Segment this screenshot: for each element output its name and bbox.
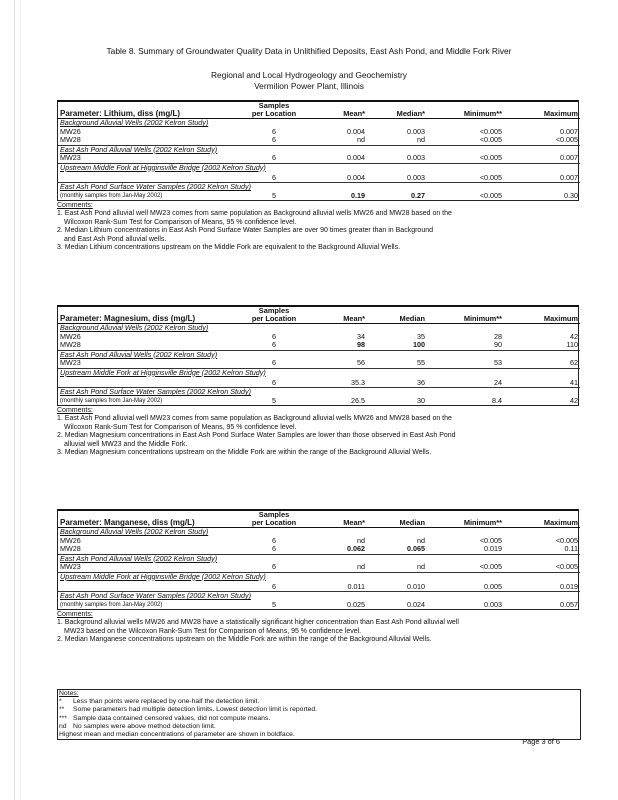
magnesium-table: [58, 307, 580, 405]
table-row: (monthly samples from Jan-May 2002) 5 0.19 0.27 <0.005 0.30: [60, 191, 578, 200]
parameter-label: Parameter: Manganese, diss (mg/L): [58, 511, 241, 528]
table-title: Table 8. Summary of Groundwater Quality Data in Unlithified Deposits, East Ash Pond, and Middle Fork River: [106, 46, 512, 56]
group-row: Background Alluvial Wells (2002 Kelron Study): [60, 323, 209, 332]
group-row: Upstream Middle Fork at Higginsville Bridge (2002 Kelron Study): [60, 163, 266, 172]
group-row: Background Alluvial Wells (2002 Kelron Study): [60, 118, 209, 127]
table-row: MW26 6 34 35 28 42: [60, 332, 578, 341]
magnesium-section: [57, 305, 579, 457]
maximum-header: Maximum: [504, 102, 580, 119]
group-row: East Ash Pond Surface Water Samples (2002 Kelron Study): [60, 591, 251, 600]
table-row: 6 0.004 0.003 <0.005 0.007: [58, 172, 580, 183]
maximum-header: Maximum: [504, 511, 580, 528]
group-row: East Ash Pond Alluvial Wells (2002 Kelron Study): [60, 145, 218, 154]
table-row: MW28 6 98 100 90 110: [60, 341, 578, 349]
note-item: *** Sample data contained censored values, did not compute means.: [59, 714, 271, 722]
lithium-comments: Comments: 1. East Ash Pond alluvial well MW23 comes from same population as Background alluvial wells MW26 and MW28 based on the Wilcoxon Rank-Sum Test for Comparison of Means, 95 % confidence level. 2. Median Lithium concentrations in East Ash Pond Surface Water Samples are over 90 times greater than in Background and East Ash Pond alluvial wells. 3. Median Lithium concentrations upstream on the Middle Fork are equivalent to the Background Alluvial Wells.: [57, 202, 579, 252]
scan-edge-line: [20, 0, 21, 800]
note-item: Highest mean and median concentrations of parameter are shown in boldface.: [59, 731, 295, 739]
samples-header: Samples per Location: [241, 102, 307, 119]
table-header-row: [58, 307, 580, 324]
note-item: nd No samples were above method detection limit.: [59, 722, 216, 730]
table-row: (monthly samples from Jan-May 2002) 5 0.025 0.024 0.003 0.057: [60, 600, 578, 609]
table-row: (monthly samples from Jan-May 2002) 5 26.5 30 8.4 42: [60, 396, 578, 405]
table-row: MW23 6 56 55 53 62: [60, 359, 578, 367]
minimum-header: Minimum**: [427, 511, 504, 528]
group-row: East Ash Pond Alluvial Wells (2002 Kelron Study): [60, 554, 218, 563]
parameter-label: Parameter: Magnesium, diss (mg/L): [58, 307, 241, 324]
group-row: East Ash Pond Alluvial Wells (2002 Kelron Study): [60, 350, 218, 359]
notes-label: Notes:: [59, 690, 79, 697]
minimum-header: Minimum**: [427, 102, 504, 119]
table-row: MW28 6 nd nd <0.005 <0.005: [60, 136, 578, 144]
median-header: Median: [367, 307, 427, 324]
table-row: 6 35.3 36 24 41: [58, 377, 580, 388]
table-row: 6 0.011 0.010 0.005 0.019: [58, 581, 580, 592]
table-row: MW26 6 nd nd <0.005 <0.005: [60, 536, 578, 545]
manganese-section: [57, 509, 579, 645]
lithium-section: [57, 100, 579, 252]
group-row: Background Alluvial Wells (2002 Kelron Study): [60, 527, 209, 536]
manganese-comments: Comments: 1. Background alluvial wells MW26 and MW28 have a statistically significant higher concentration than East Ash Pond alluvial well MW23 based on the Wilcoxon Rank-Sum Test for Comparison of Means, 95 % confidence level. 2. Median Manganese concentrations upstream on the Middle Fork are within the range of the Background Alluvial Wells.: [57, 611, 579, 645]
comments-label: Comments:: [57, 202, 93, 209]
minimum-header: Minimum**: [427, 307, 504, 324]
table-row: MW23 6 nd nd <0.005 <0.005: [60, 563, 578, 571]
samples-header: Samples per Location: [241, 307, 307, 324]
table-header-row: [58, 511, 580, 528]
table-header-row: [58, 102, 580, 119]
scan-edge-line: [14, 0, 15, 800]
subtitle-line-2: Vermilion Power Plant, Illinois: [254, 81, 364, 91]
mean-header: Mean*: [307, 307, 367, 324]
subtitle-line-1: Regional and Local Hydrogeology and Geochemistry: [211, 70, 407, 80]
maximum-header: Maximum: [504, 307, 580, 324]
manganese-table: [58, 511, 580, 609]
mean-header: Mean*: [307, 102, 367, 119]
group-row: East Ash Pond Surface Water Samples (2002 Kelron Study): [60, 182, 251, 191]
manganese-table-box: [57, 509, 579, 610]
parameter-label: Parameter: Lithium, diss (mg/L): [58, 102, 241, 119]
table-row: MW28 6 0.062 0.065 0.019 0.11: [60, 545, 578, 553]
magnesium-comments: Comments: 1. East Ash Pond alluvial well MW23 comes from same population as Background alluvial wells MW26 and MW28 based on the Wilcoxon Rank-Sum Test for Comparison of Means, 95 % confidence level. 2. Median Magnesium concentrations in East Ash Pond Surface Water Samples are lower than those observed in East Ash Pond alluvial well MW23 and the Middle Fork. 3. Median Magnesium concentrations upstream on the Middle Fork are within the range of the Background Alluvial Wells.: [57, 407, 579, 457]
samples-header: Samples per Location: [241, 511, 307, 528]
magnesium-table-box: [57, 305, 579, 406]
table-row: MW26 6 0.004 0.003 <0.005 0.007: [60, 127, 578, 136]
table-subtitle: [0, 70, 618, 92]
lithium-table: [58, 102, 580, 200]
notes-box: [57, 689, 581, 740]
group-row: Upstream Middle Fork at Higginsville Bridge (2002 Kelron Study): [60, 368, 266, 377]
page-number: Page 3 of 6: [522, 737, 560, 746]
lithium-table-box: [57, 100, 579, 201]
note-item: ** Some parameters had multiple detection limits. Lowest detection limit is reported.: [59, 706, 318, 714]
median-header: Median: [367, 511, 427, 528]
group-row: Upstream Middle Fork at Higginsville Bridge (2002 Kelron Study): [60, 572, 266, 581]
note-item: * Less than points were replaced by one-half the detection limit.: [59, 698, 260, 706]
comments-label: Comments:: [57, 407, 93, 414]
group-row: East Ash Pond Surface Water Samples (2002 Kelron Study): [60, 387, 251, 396]
median-header: Median*: [367, 102, 427, 119]
table-row: MW23 6 0.004 0.003 <0.005 0.007: [60, 154, 578, 162]
mean-header: Mean*: [307, 511, 367, 528]
comments-label: Comments:: [57, 611, 93, 618]
